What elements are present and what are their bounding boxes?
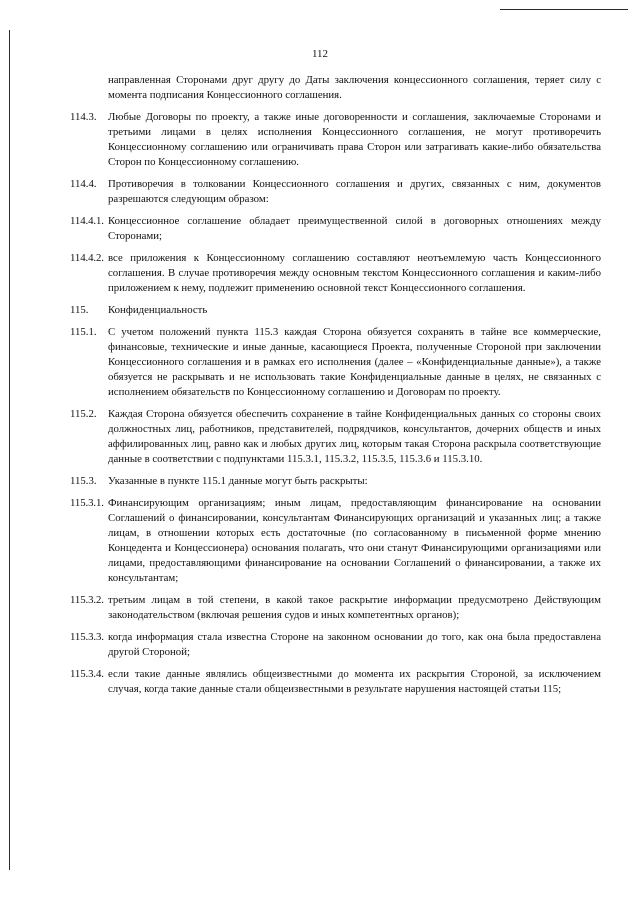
paragraph-115-2: [70, 407, 601, 467]
paragraph-text: Финансирующим организациям; иным лицам, предоставляющим финансирование на основании Соглашений о финансировании, консультантам Финансирующих организаций и указанных лиц; а также лицам, в отношении которых есть достаточные (по согласованному в письменной форме мнению Концедента и Концессионера) основания полагать, что они станут Финансирующими организациями или лицами, предоставляющими финансирование на основании Соглашений о финансировании, а также их консультантам;: [108, 497, 601, 584]
paragraph-number: 115.: [70, 304, 89, 316]
paragraph-text: Конфиденциальность: [108, 304, 208, 316]
paragraph-115-3: [70, 474, 601, 489]
page-number: 112: [311, 48, 329, 60]
scan-edge-top: [500, 9, 628, 10]
paragraph-text: Каждая Сторона обязуется обеспечить сохранение в тайне Конфиденциальных данных со стороны своих должностных лиц, работников, представителей, подрядчиков, консультантов, дочерних обществ и иных аффилированных лиц, равно как и любых других лиц, которым такая Сторона раскрыла соответствующие данные в соответствии с подпунктами 115.3.1, 115.3.2, 115.3.5, 115.3.6 и 115.3.10.: [108, 408, 601, 465]
document-body: [70, 73, 601, 704]
paragraph-114-3: [70, 110, 601, 170]
paragraph-text: С учетом положений пункта 115.3 каждая Сторона обязуется сохранять в тайне все коммерческие, финансовые, технические и иные данные, касающиеся Проекта, полученные Стороной при заключении Концессионного соглашения и в рамках его исполнения (далее – «Конфиденциальные данные»), а также обязуется не раскрывать и не использовать такие Конфиденциальные данные в целях, не связанных с исполнением обязательств по Концессионному соглашению и Договорам по проекту.: [108, 326, 601, 398]
paragraph-115-3-2: [70, 593, 601, 623]
paragraph-number: 114.4.: [70, 178, 97, 190]
paragraph-continued: [70, 73, 601, 103]
paragraph-114-4-1: [70, 214, 601, 244]
paragraph-number: 115.1.: [70, 326, 97, 338]
paragraph-text: если такие данные являлись общеизвестными до момента их раскрытия Стороной, за исключением случая, когда такие данные стали общеизвестными в результате нарушения настоящей статьи 115;: [108, 668, 601, 695]
paragraph-text: когда информация стала известна Стороне на законном основании до того, как она была предоставлена другой Стороной;: [108, 631, 601, 658]
paragraph-115-3-4: [70, 667, 601, 697]
paragraph-text: все приложения к Концессионному соглашению составляют неотъемлемую часть Концессионного соглашения. В случае противоречия между основным текстом Концессионного соглашения и каким-либо приложением к нему, подлежит применению основной текст Концессионного соглашения.: [108, 252, 601, 294]
paragraph-number: 115.3.1.: [70, 497, 104, 509]
paragraph-number: 114.4.1.: [70, 215, 104, 227]
paragraph-text: Противоречия в толковании Концессионного соглашения и других, связанных с ним, документов разрешаются следующим образом:: [108, 178, 601, 205]
paragraph-text: третьим лицам в той степени, в какой такое раскрытие информации предусмотрено Действующим законодательством (включая решения судов и иных компетентных органов);: [108, 594, 601, 621]
paragraph-115: [70, 303, 601, 318]
paragraph-text: Концессионное соглашение обладает преимущественной силой в договорных отношениях между Сторонами;: [108, 215, 601, 242]
paragraph-number: 115.3.: [70, 475, 97, 487]
paragraph-115-3-1: [70, 496, 601, 586]
paragraph-number: 115.3.3.: [70, 631, 104, 643]
paragraph-number: 115.2.: [70, 408, 97, 420]
paragraph-115-3-3: [70, 630, 601, 660]
scan-edge-left: [9, 30, 10, 870]
paragraph-number: 114.3.: [70, 111, 97, 123]
paragraph-114-4: [70, 177, 601, 207]
paragraph-114-4-2: [70, 251, 601, 296]
paragraph-115-1: [70, 325, 601, 400]
paragraph-text: Указанные в пункте 115.1 данные могут быть раскрыты:: [108, 475, 368, 487]
paragraph-number: 114.4.2.: [70, 252, 104, 264]
paragraph-text: Любые Договоры по проекту, а также иные договоренности и соглашения, заключаемые Сторонами и третьими лицами в целях исполнения Концессионного соглашения, не могут противоречить Концессионному соглашению или ограничивать права Сторон или затрагивать какие-либо обязательства Сторон по Концессионному соглашению.: [108, 111, 601, 168]
paragraph-number: 115.3.4.: [70, 668, 104, 680]
paragraph-number: 115.3.2.: [70, 594, 104, 606]
paragraph-text: направленная Сторонами друг другу до Даты заключения концессионного соглашения, теряет силу с момента подписания Концессионного соглашения.: [108, 74, 601, 101]
